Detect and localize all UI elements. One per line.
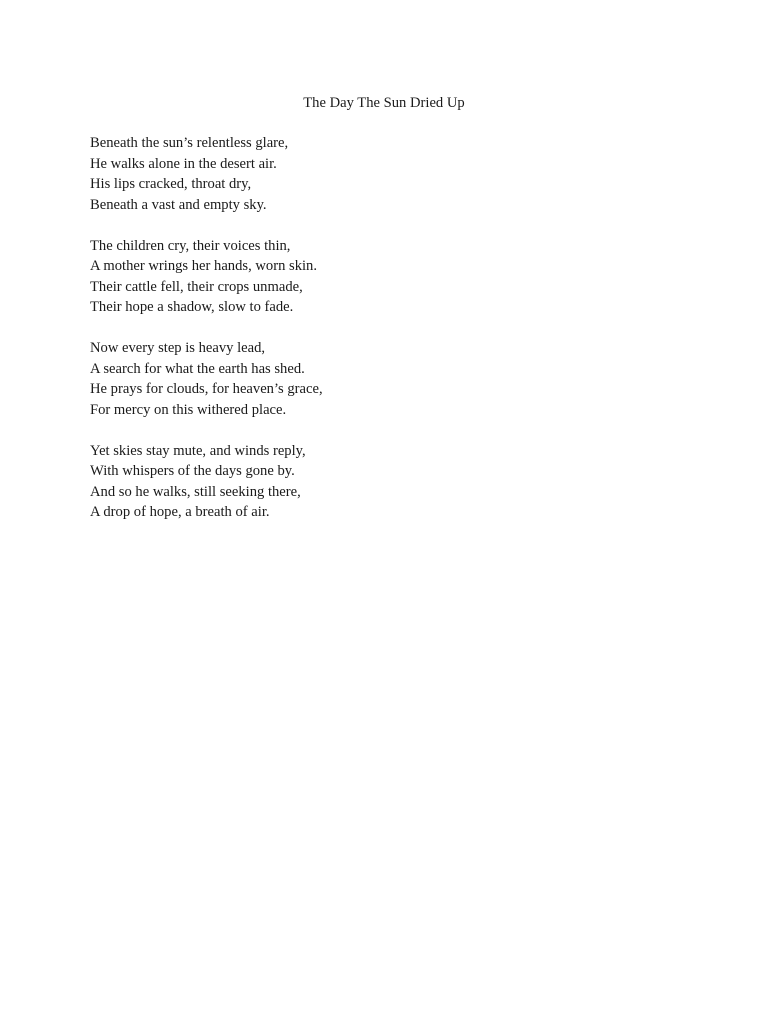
poem-title-text: The Day The Sun Dried Up	[303, 95, 465, 111]
poem-line: Yet skies stay mute, and winds reply,	[90, 442, 306, 459]
poem-line: He walks alone in the desert air.	[90, 155, 277, 172]
stanza-3	[90, 338, 690, 420]
poem-line: Beneath a vast and empty sky.	[90, 196, 267, 213]
stanza-1	[90, 133, 690, 215]
poem-line: A drop of hope, a breath of air.	[90, 504, 270, 520]
poem-line: Their hope a shadow, slow to fade.	[90, 299, 294, 315]
poem-line: And so he walks, still seeking there,	[90, 483, 301, 500]
poem-line: A mother wrings her hands, worn skin.	[90, 258, 317, 274]
poem-line: He prays for clouds, for heaven’s grace,	[90, 381, 323, 397]
poem-line: Their cattle fell, their crops unmade,	[90, 278, 303, 295]
stanza-4	[90, 441, 690, 523]
poem-line: Now every step is heavy lead,	[90, 340, 266, 356]
poem-line: Beneath the sun’s relentless glare,	[90, 135, 289, 151]
poem-title	[0, 93, 768, 113]
stanza-2	[90, 236, 690, 318]
poem-line: The children cry, their voices thin,	[90, 237, 291, 254]
poem-line: A search for what the earth has shed.	[90, 360, 305, 377]
poem-line: For mercy on this withered place.	[90, 401, 287, 418]
poem-body	[90, 133, 690, 543]
poem-line: His lips cracked, throat dry,	[90, 176, 252, 192]
poem-line: With whispers of the days gone by.	[90, 463, 295, 479]
